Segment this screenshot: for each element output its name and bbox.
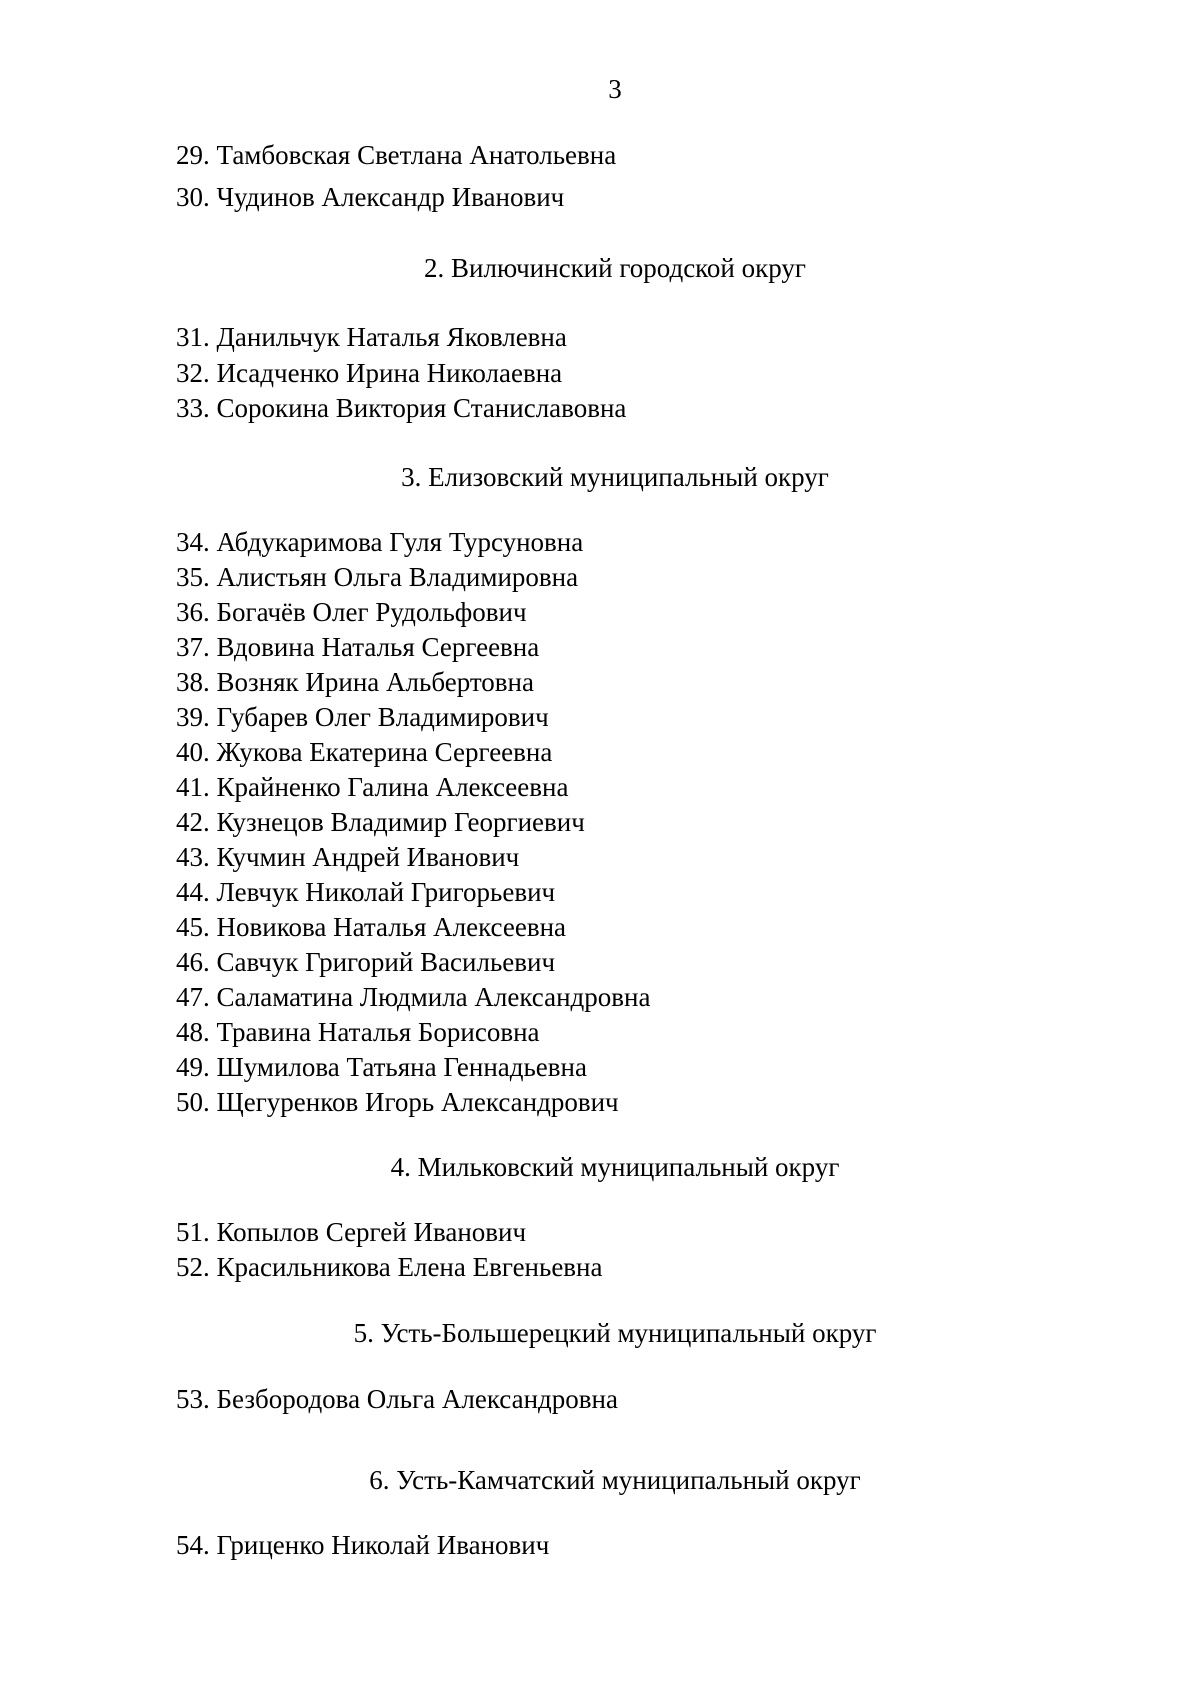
list-item: 36. Богачёв Олег Рудольфович [176, 597, 527, 627]
list-item: 46. Савчук Григорий Васильевич [176, 947, 556, 977]
page-number: 3 [608, 74, 622, 104]
list-item: 48. Травина Наталья Борисовна [176, 1017, 540, 1047]
list-item: 41. Крайненко Галина Алексеевна [176, 772, 569, 802]
list-item: 49. Шумилова Татьяна Геннадьевна [176, 1052, 587, 1082]
section-heading: 6. Усть-Камчатский муниципальный округ [369, 1465, 861, 1495]
list-item: 44. Левчук Николай Григорьевич [176, 877, 556, 907]
list-item: 35. Алистьян Ольга Владимировна [176, 562, 579, 592]
list-item: 42. Кузнецов Владимир Георгиевич [176, 807, 585, 837]
list-item: 39. Губарев Олег Владимирович [176, 702, 549, 732]
list-item: 50. Щегуренков Игорь Александрович [176, 1087, 619, 1117]
list-item: 38. Возняк Ирина Альбертовна [176, 667, 534, 697]
list-item: 33. Сорокина Виктория Станиславовна [176, 393, 627, 423]
section-heading: 2. Вилючинский городской округ [424, 253, 806, 283]
list-item: 34. Абдукаримова Гуля Турсуновна [176, 527, 584, 557]
section-heading: 3. Елизовский муниципальный округ [401, 462, 829, 492]
list-item: 29. Тамбовская Светлана Анатольевна [176, 140, 617, 170]
list-item: 54. Гриценко Николай Иванович [176, 1530, 550, 1560]
list-item: 51. Копылов Сергей Иванович [176, 1217, 527, 1247]
list-item: 40. Жукова Екатерина Сергеевна [176, 737, 553, 767]
list-item: 32. Исадченко Ирина Николаевна [176, 358, 563, 388]
list-item: 53. Безбородова Ольга Александровна [176, 1384, 618, 1414]
list-item: 52. Красильникова Елена Евгеньевна [176, 1252, 603, 1282]
list-item: 30. Чудинов Александр Иванович [176, 182, 565, 212]
list-item: 45. Новикова Наталья Алексеевна [176, 912, 567, 942]
list-item: 47. Саламатина Людмила Александровна [176, 982, 651, 1012]
list-item: 37. Вдовина Наталья Сергеевна [176, 632, 540, 662]
list-item: 43. Кучмин Андрей Иванович [176, 842, 520, 872]
section-heading: 4. Мильковский муниципальный округ [390, 1152, 840, 1182]
section-heading: 5. Усть-Большерецкий муниципальный округ [353, 1318, 877, 1348]
list-item: 31. Данильчук Наталья Яковлевна [176, 322, 567, 352]
